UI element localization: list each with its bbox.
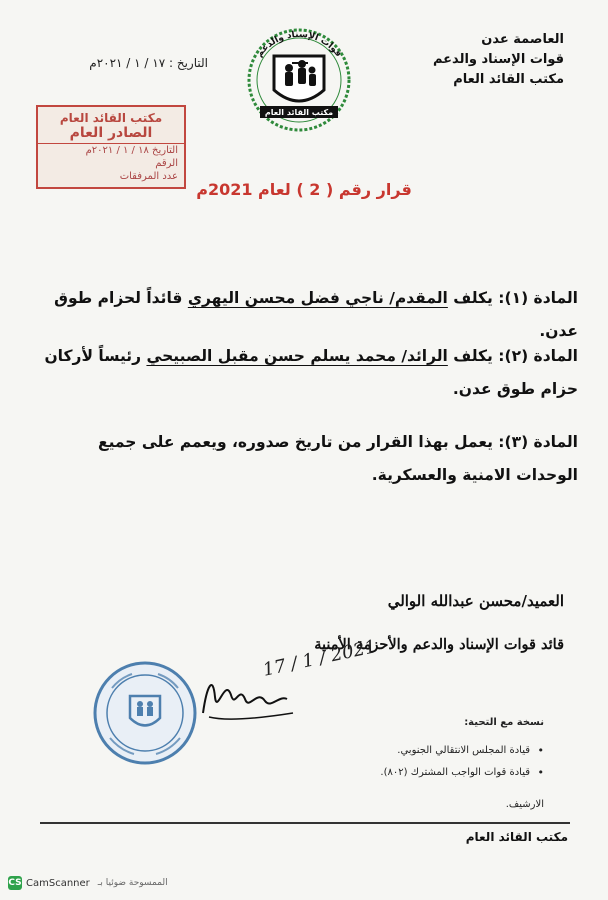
article-1-suffix: قائداً لحزام طوق عدن. [54, 289, 578, 340]
stamp-date-row: التاريخ ١٨ / ١ / ٢٠٢١م [85, 145, 178, 156]
article-3-label: المادة (٣): [498, 433, 578, 451]
article-1-label: المادة (١): [498, 289, 578, 307]
archive-label: الارشيف. [505, 799, 544, 810]
handwritten-date: 17 / 1 / 2021 [261, 636, 379, 681]
camscanner-subtitle: الممسوحة ضوئيا بـ [97, 878, 168, 888]
stamp-number-row: الرقم [155, 158, 178, 169]
article-2-suffix: رئيساً لأركان حزام طوق عدن. [44, 347, 578, 398]
footer-office: مكتب القائد العام [465, 830, 568, 844]
signatory-name: العميد/محسن عبدالله الوالي [387, 592, 564, 610]
footer-divider [40, 822, 570, 824]
decision-title: قرار رقم ( 2 ) لعام 2021م [196, 180, 412, 199]
camscanner-watermark [8, 876, 168, 890]
copies-heading: نسخة مع التحية: [464, 717, 544, 728]
stamp-office: مكتب القائد العام [59, 111, 163, 125]
signatory-title: قائد قوات الإسناد والدعم والأحزمة الأمنية [314, 636, 564, 653]
stamp-outgoing: الصادر العام [38, 125, 184, 144]
header-organization-block [394, 30, 564, 90]
copy-recipient: • قيادة المجلس الانتقالي الجنوبي. [304, 740, 544, 762]
official-seal-stamp [90, 658, 200, 768]
article-1-prefix: يكلف [447, 289, 493, 307]
logo-bottom-text: مكتب القائد العام [264, 108, 334, 117]
date-label: التاريخ : [168, 56, 208, 70]
header-line-office: مكتب القائد العام [453, 72, 564, 87]
article-2-name: الرائد/ محمد يسلم حسن مقبل الصبيحي [146, 347, 448, 365]
forces-emblem-logo [234, 20, 364, 132]
article-1 [38, 282, 578, 348]
header-line-city: العاصمة عدن [481, 32, 564, 47]
article-3 [38, 426, 578, 492]
camscanner-icon: CS [8, 878, 22, 888]
article-3-text: يعمل بهذا القرار من تاريخ صدوره، ويعمم على جميع الوحدات الامنية والعسكرية. [97, 433, 578, 484]
article-2-prefix: يكلف [447, 347, 493, 365]
logo-top-text: قوات الإسناد والدعم [254, 29, 344, 60]
stamp-attachments-row: عدد المرفقات [119, 171, 178, 182]
received-stamp [36, 105, 186, 189]
article-2-label: المادة (٢): [498, 347, 578, 365]
camscanner-name: CamScanner [26, 877, 90, 889]
header-line-forces: قوات الإسناد والدعم [432, 52, 564, 67]
date-value: ١٧ / ١ / ٢٠٢١م [89, 56, 166, 70]
article-1-name: المقدم/ ناجي فضل محسن اليهري [187, 289, 448, 307]
header-date [58, 56, 208, 70]
copies-list [304, 712, 544, 816]
article-2 [38, 340, 578, 406]
copy-recipient: • قيادة قوات الواجب المشترك (٨٠٢). [304, 762, 544, 784]
